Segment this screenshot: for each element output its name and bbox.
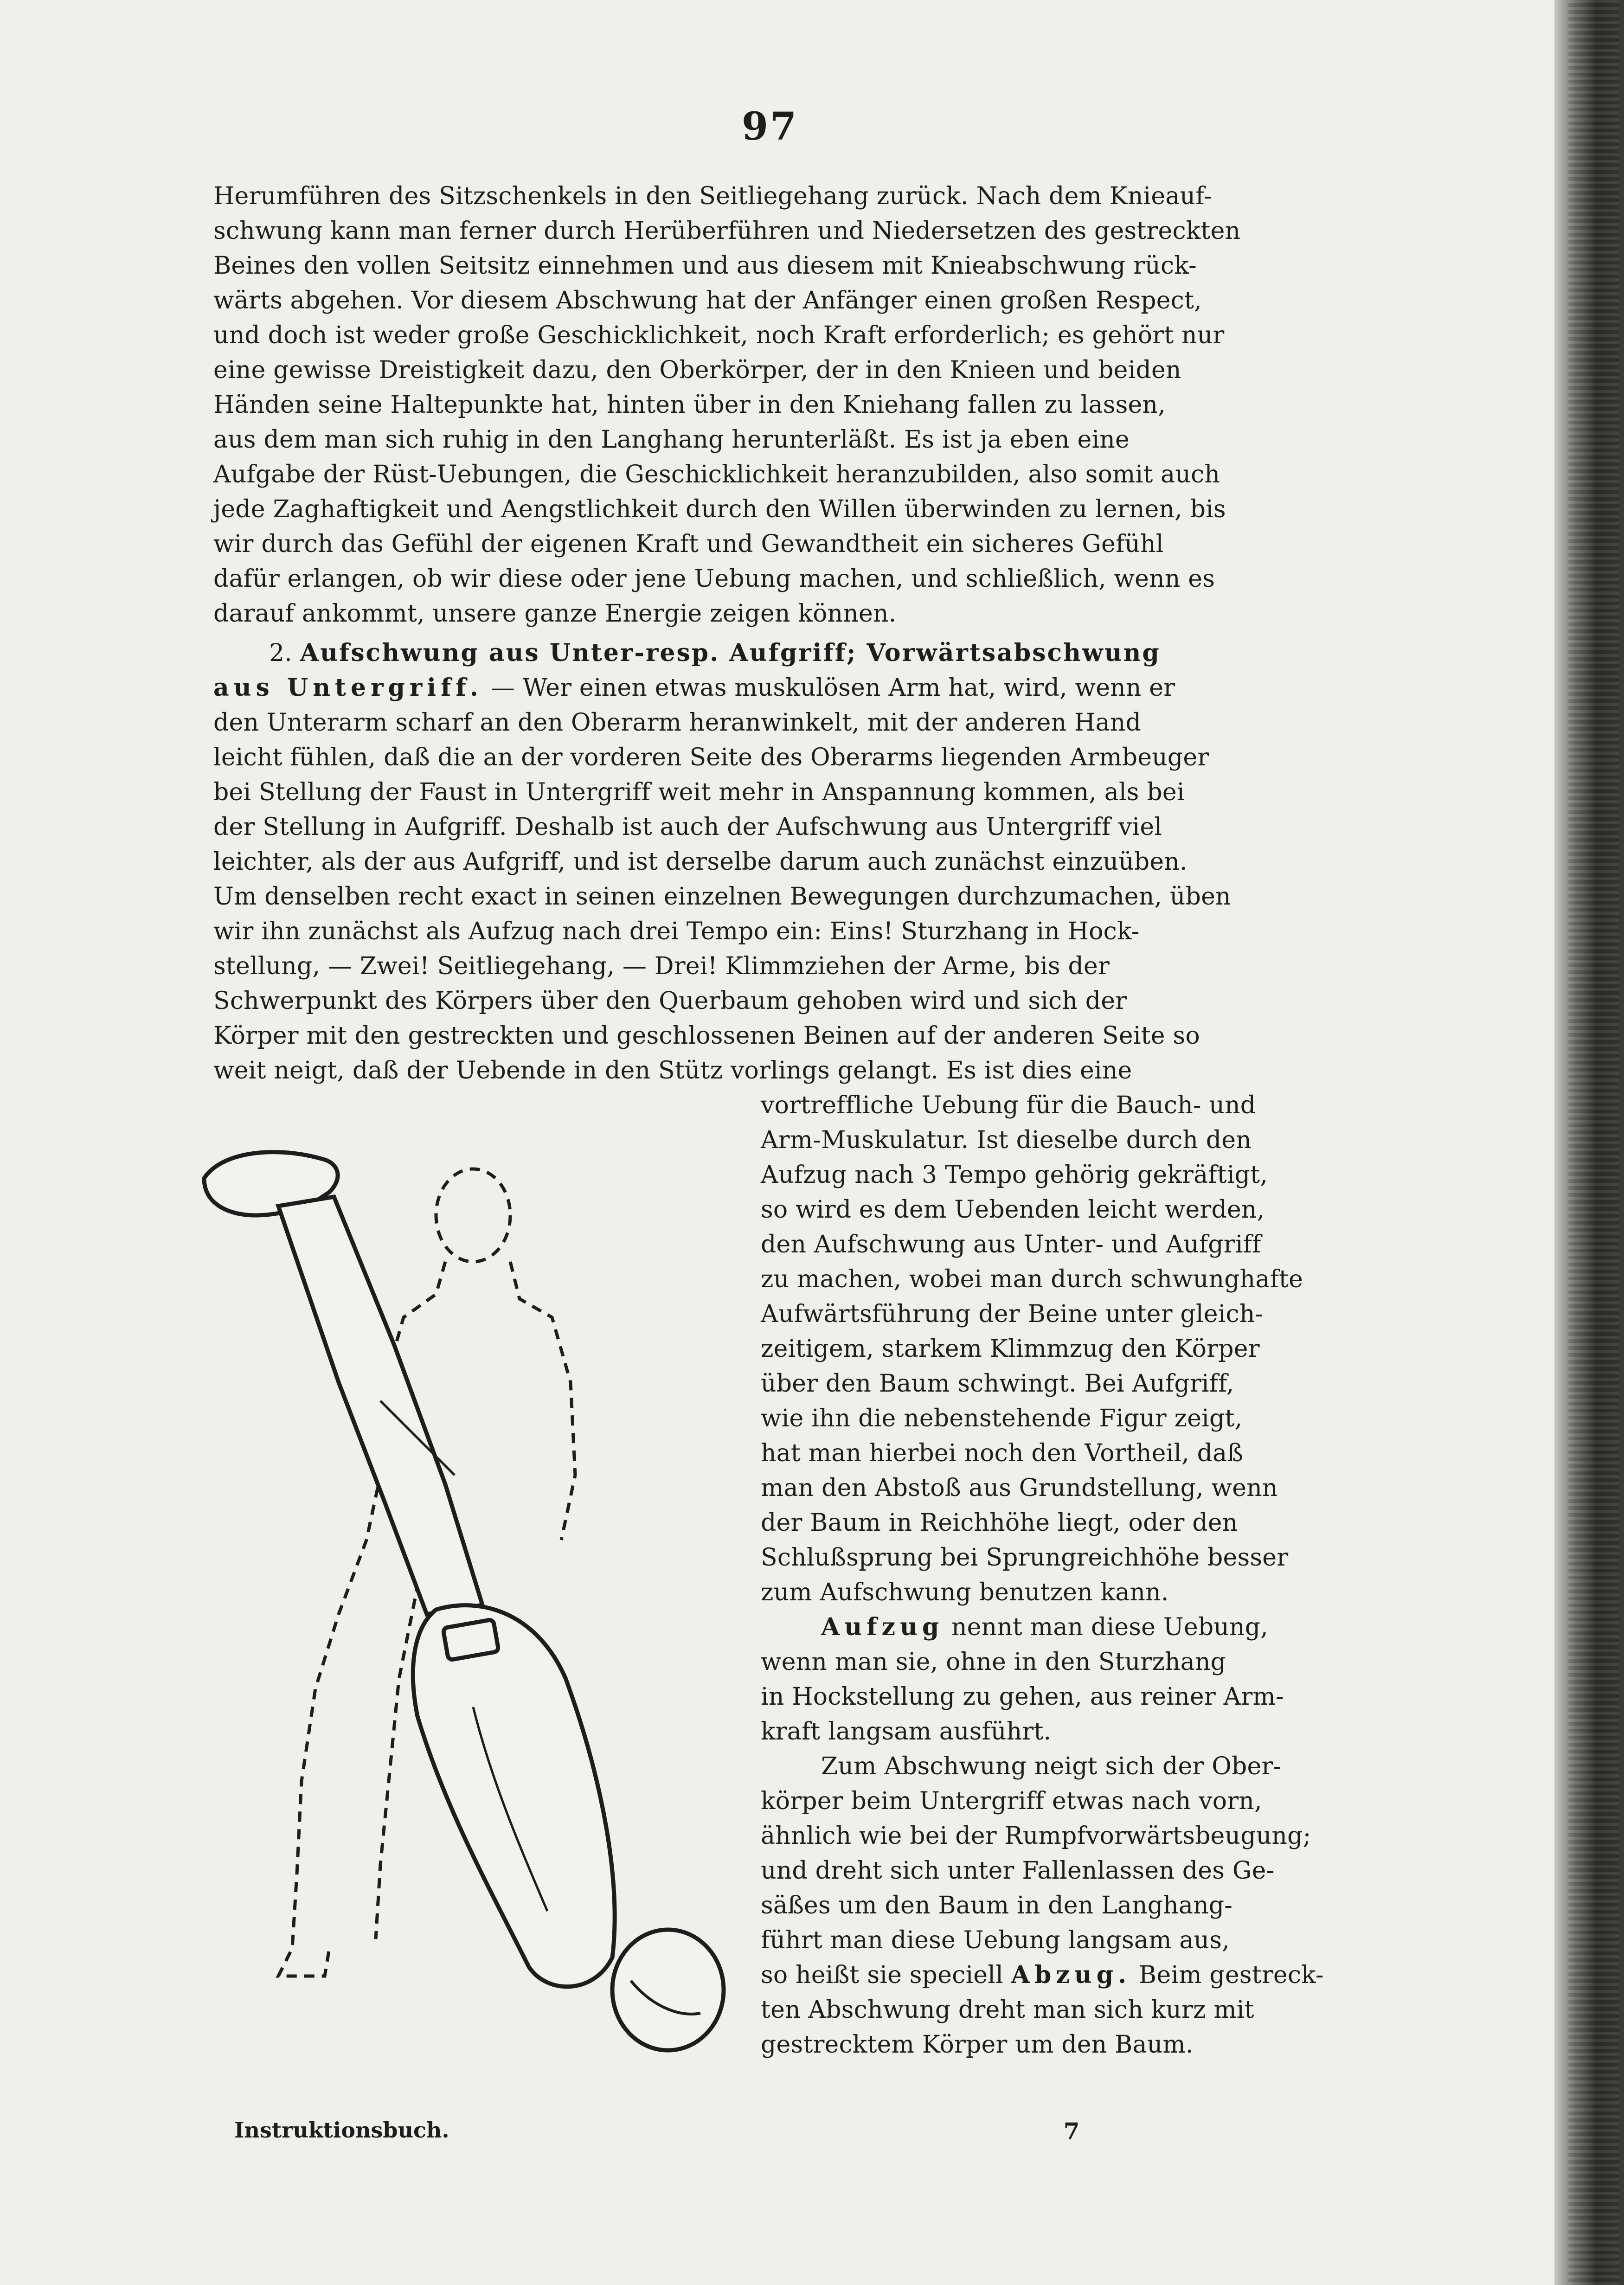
text-line: säßes um den Baum in den Langhang- (761, 1892, 1233, 1919)
text-line: und doch ist weder große Geschicklichkeit, noch Kraft erforderlich; es gehört nur (213, 321, 1225, 349)
text-line: führt man diese Uebung langsam aus, (761, 1926, 1230, 1954)
abzug-line-end: Beim gestreck- (1138, 1961, 1324, 1989)
text-line: wir ihn zunächst als Aufzug nach drei Tempo ein: Eins! Sturzhang in Hock- (213, 918, 1140, 945)
page-number: 97 (741, 104, 799, 149)
text-line: Schwerpunkt des Körpers über den Querbaum gehoben wird und sich der (213, 987, 1127, 1015)
section-continuation: — Wer einen etwas muskulösen Arm hat, wird, wenn er (490, 674, 1175, 702)
text-line: aus dem man sich ruhig in den Langhang herunterläßt. Es ist ja eben eine (213, 426, 1130, 454)
paragraph-abzug-line (761, 1961, 1324, 1994)
sheet-mark: 7 (1063, 2118, 1080, 2145)
term-abzug: Abzug. (1011, 1961, 1131, 1989)
gymnast-illustration (186, 1123, 756, 2101)
section-title-part-1: Aufschwung aus Unter-resp. Aufgriff; Vorwärtsabschwung (300, 639, 1161, 667)
text-line: Händen seine Haltepunkte hat, hinten über in den Kniehang fallen zu lassen, (213, 391, 1166, 419)
text-line: wie ihn die nebenstehende Figur zeigt, (761, 1405, 1243, 1432)
text-line: hat man hierbei noch den Vortheil, daß (761, 1439, 1244, 1467)
text-line: zu machen, wobei man durch schwunghafte (761, 1265, 1303, 1293)
text-line: der Baum in Reichhöhe liegt, oder den (761, 1509, 1238, 1537)
text-line: den Unterarm scharf an den Oberarm heranwinkelt, mit der anderen Hand (213, 709, 1141, 737)
text-line: stellung, — Zwei! Seitliegehang, — Drei! Klimmziehen der Arme, bis der (213, 952, 1110, 980)
text-line: körper beim Untergriff etwas nach vorn, (761, 1787, 1262, 1815)
paragraph-aufzug-first-line (821, 1613, 1268, 1646)
text-line: wenn man sie, ohne in den Sturzhang (761, 1648, 1226, 1676)
text-line: über den Baum schwingt. Bei Aufgriff, (761, 1370, 1234, 1398)
text-line: Herumführen des Sitzschenkels in den Seitliegehang zurück. Nach dem Knieauf- (213, 182, 1212, 210)
text-line: bei Stellung der Faust in Untergriff weit mehr in Anspannung kommen, als bei (213, 778, 1185, 806)
section-title-part-2: aus Untergriff. (213, 674, 483, 702)
text-line: Aufgabe der Rüst-Uebungen, die Geschicklichkeit heranzubilden, also somit auch (213, 461, 1220, 488)
section-number: 2. (269, 639, 293, 667)
text-line: gestrecktem Körper um den Baum. (761, 2031, 1194, 2059)
text-line: weit neigt, daß der Uebende in den Stütz vorlings gelangt. Es ist dies eine (213, 1057, 1132, 1085)
abzug-line-start: so heißt sie speciell (761, 1961, 1003, 1989)
text-line: Beines den vollen Seitsitz einnehmen und aus diesem mit Knieabschwung rück- (213, 252, 1197, 280)
text-line: wärts abgehen. Vor diesem Abschwung hat der Anfänger einen großen Respect, (213, 287, 1202, 315)
text-line: leichter, als der aus Aufgriff, und ist derselbe darum auch zunächst einzuüben. (213, 848, 1188, 876)
text-line: Aufwärtsführung der Beine unter gleich- (761, 1300, 1264, 1328)
book-binding-edge (1554, 0, 1624, 2285)
text-line: Arm-Muskulatur. Ist dieselbe durch den (761, 1126, 1252, 1154)
footer-signature: Instruktionsbuch. (234, 2118, 449, 2143)
text-line: schwung kann man ferner durch Herüberführen und Niedersetzen des gestreckten (213, 217, 1241, 245)
text-line: man den Abstoß aus Grundstellung, wenn (761, 1474, 1278, 1502)
text-line: ähnlich wie bei der Rumpfvorwärtsbeugung; (761, 1822, 1311, 1850)
solid-figure (204, 1152, 724, 2050)
text-line: in Hockstellung zu gehen, aus reiner Arm- (761, 1683, 1284, 1711)
text-line: Schlußsprung bei Sprungreichhöhe besser (761, 1544, 1289, 1572)
text-line: und dreht sich unter Fallenlassen des Ge- (761, 1857, 1275, 1885)
text-line: so wird es dem Uebenden leicht werden, (761, 1196, 1265, 1224)
text-line: ten Abschwung dreht man sich kurz mit (761, 1996, 1254, 2024)
text-line: kraft langsam ausführt. (761, 1718, 1052, 1746)
text-line: der Stellung in Aufgriff. Deshalb ist auch der Aufschwung aus Untergriff viel (213, 813, 1162, 841)
text-line: dafür erlangen, ob wir diese oder jene Uebung machen, und schließlich, wenn es (213, 565, 1215, 593)
section-heading-line-1 (269, 639, 1161, 672)
text-line: Aufzug nach 3 Tempo gehörig gekräftigt, (761, 1161, 1268, 1189)
text-line: zum Aufschwung benutzen kann. (761, 1579, 1169, 1606)
text-line: den Aufschwung aus Unter- und Aufgriff (761, 1231, 1261, 1258)
text-line: darauf ankommt, unsere ganze Energie zeigen können. (213, 600, 897, 628)
text-line: Um denselben recht exact in seinen einzelnen Bewegungen durchzumachen, üben (213, 883, 1231, 911)
text-line: jede Zaghaftigkeit und Aengstlichkeit durch den Willen überwinden zu lernen, bis (213, 495, 1226, 523)
aufzug-rest: nennt man diese Uebung, (951, 1613, 1268, 1641)
text-line: vortreffliche Uebung für die Bauch- und (761, 1091, 1256, 1119)
text-line: Körper mit den gestreckten und geschlossenen Beinen auf der anderen Seite so (213, 1022, 1200, 1050)
text-line: eine gewisse Dreistigkeit dazu, den Oberkörper, der in den Knieen und beiden (213, 356, 1181, 384)
binding-texture (1568, 0, 1619, 2285)
text-line: wir durch das Gefühl der eigenen Kraft und Gewandtheit ein sicheres Gefühl (213, 530, 1164, 558)
term-aufzug: Aufzug (821, 1613, 944, 1641)
text-line: zeitigem, starkem Klimmzug den Körper (761, 1335, 1260, 1363)
section-heading-line-2 (213, 674, 1175, 706)
text-line: leicht fühlen, daß die an der vorderen Seite des Oberarms liegenden Armbeuger (213, 744, 1209, 771)
text-line: Zum Abschwung neigt sich der Ober- (821, 1752, 1282, 1780)
